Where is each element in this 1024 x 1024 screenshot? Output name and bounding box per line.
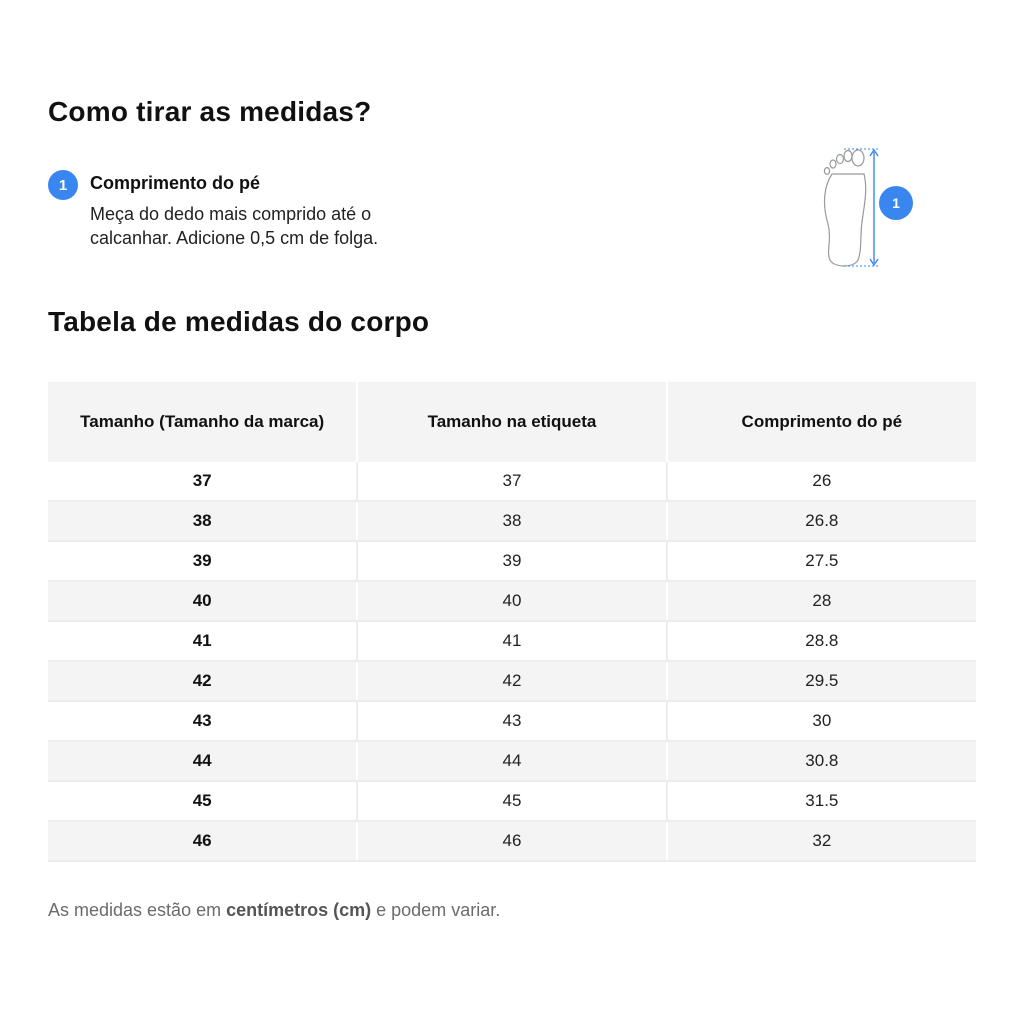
header-label-size: Tamanho na etiqueta (357, 382, 666, 462)
foot-length-cell: 27.5 (667, 541, 976, 581)
size-table (48, 382, 976, 862)
foot-length-cell: 28 (667, 581, 976, 621)
label-size-cell: 39 (357, 541, 666, 581)
table-row (48, 781, 976, 821)
label-size-cell: 41 (357, 621, 666, 661)
label-size-cell: 42 (357, 661, 666, 701)
brand-size-cell: 46 (48, 821, 357, 861)
foot-length-cell: 30.8 (667, 741, 976, 781)
note-units: centímetros (cm) (226, 900, 372, 920)
foot-length-cell: 32 (667, 821, 976, 861)
units-note (48, 900, 500, 921)
foot-length-cell: 30 (667, 701, 976, 741)
step-number-badge: 1 (48, 170, 78, 200)
brand-size-cell: 37 (48, 462, 357, 501)
table-row (48, 701, 976, 741)
table-header-row (48, 382, 976, 462)
table-row (48, 621, 976, 661)
brand-size-cell: 39 (48, 541, 357, 581)
table-title: Tabela de medidas do corpo (48, 306, 430, 337)
label-size-cell: 40 (357, 581, 666, 621)
header-foot-length: Comprimento do pé (667, 382, 976, 462)
brand-size-cell: 41 (48, 621, 357, 661)
note-suffix: e podem variar. (371, 900, 501, 920)
step-title: Comprimento do pé (90, 173, 260, 193)
foot-length-cell: 26.8 (667, 501, 976, 541)
foot-measure-icon (810, 144, 920, 272)
table-row (48, 741, 976, 781)
table-row (48, 821, 976, 861)
foot-length-cell: 31.5 (667, 781, 976, 821)
brand-size-cell: 40 (48, 581, 357, 621)
brand-size-cell: 43 (48, 701, 357, 741)
label-size-cell: 43 (357, 701, 666, 741)
label-size-cell: 38 (357, 501, 666, 541)
table-row (48, 541, 976, 581)
page-title: Como tirar as medidas? (48, 96, 372, 127)
brand-size-cell: 44 (48, 741, 357, 781)
brand-size-cell: 42 (48, 661, 357, 701)
brand-size-cell: 38 (48, 501, 357, 541)
foot-length-cell: 29.5 (667, 661, 976, 701)
label-size-cell: 46 (357, 821, 666, 861)
table-row (48, 581, 976, 621)
illustration-badge-label: 1 (892, 195, 900, 211)
note-prefix: As medidas estão em (48, 900, 227, 920)
table-row (48, 501, 976, 541)
header-brand-size: Tamanho (Tamanho da marca) (48, 382, 357, 462)
brand-size-cell: 45 (48, 781, 357, 821)
table-row (48, 462, 976, 501)
label-size-cell: 37 (357, 462, 666, 501)
step-description: Meça do dedo mais comprido até o calcanhar. Adicione 0,5 cm de folga. (90, 204, 379, 248)
foot-length-cell: 26 (667, 462, 976, 501)
table-row (48, 661, 976, 701)
label-size-cell: 44 (357, 741, 666, 781)
foot-length-cell: 28.8 (667, 621, 976, 661)
label-size-cell: 45 (357, 781, 666, 821)
